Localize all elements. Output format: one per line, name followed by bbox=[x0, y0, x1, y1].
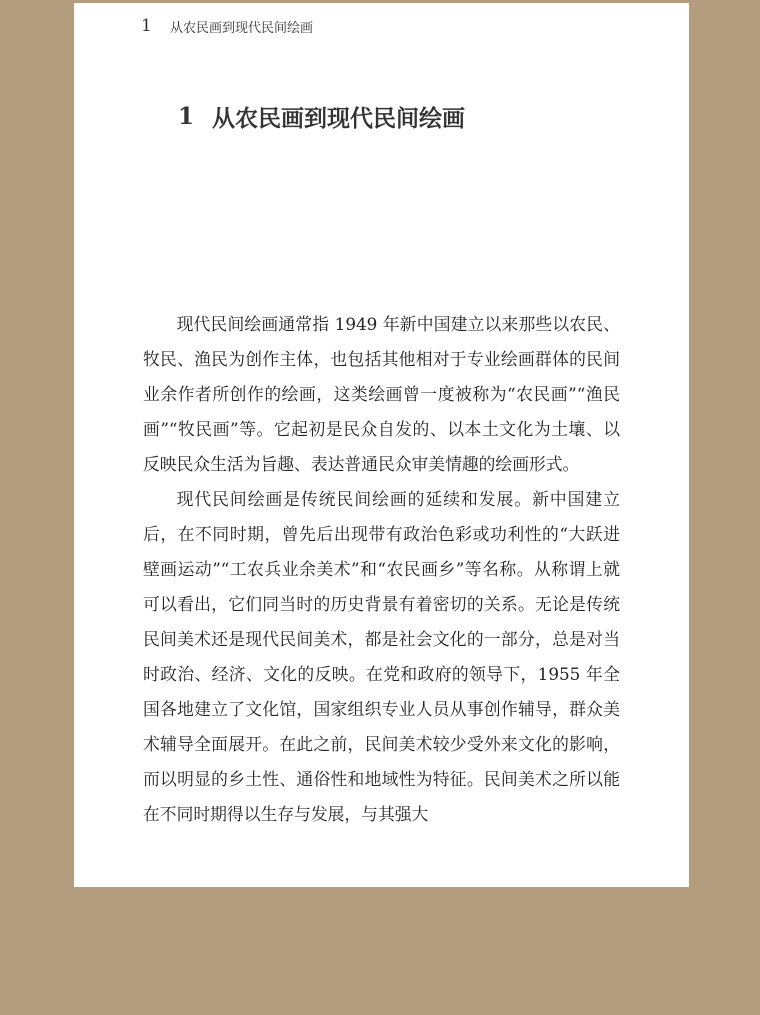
chapter-number: 1 bbox=[178, 102, 195, 130]
paragraph: 现代民间绘画通常指 1949 年新中国建立以来那些以农民、牧民、渔民为创作主体，也包括其他相对于专业绘画群体的民间业余作者所创作的绘画，这类绘画曾一度被称为“农民画”“渔民画”“牧民画”等。它起初是民众自发的、以本土文化为土壤、以反映民众生活为旨趣、表达普通民众审美情趣的绘画形式。 bbox=[143, 314, 620, 474]
running-head bbox=[141, 16, 313, 36]
body-text bbox=[143, 307, 620, 832]
running-head-chapter-number: 1 bbox=[141, 16, 152, 36]
chapter-heading bbox=[178, 98, 465, 134]
paragraph: 现代民间绘画是传统民间绘画的延续和发展。新中国建立后，在不同时期，曾先后出现带有政治色彩或功利性的“大跃进壁画运动”“工农兵业余美术”和“农民画乡”等名称。从称谓上就可以看出，它们同当时的历史背景有着密切的关系。无论是传统民间美术还是现代民间美术，都是社会文化的一部分，总是对当时政治、经济、文化的反映。在党和政府的领导下，1955 年全国各地建立了文化馆，国家组织专业人员从事创作辅导，群众美术辅导全面展开。在此之前，民间美术较少受外来文化的影响，而以明显的乡土性、通俗性和地域性为特征。民间美术之所以能在不同时期得以生存与发展，与其强大 bbox=[143, 489, 620, 824]
running-head-chapter-title: 从农民画到现代民间绘画 bbox=[170, 20, 314, 36]
book-page bbox=[74, 3, 689, 887]
chapter-title: 从农民画到现代民间绘画 bbox=[212, 104, 465, 132]
